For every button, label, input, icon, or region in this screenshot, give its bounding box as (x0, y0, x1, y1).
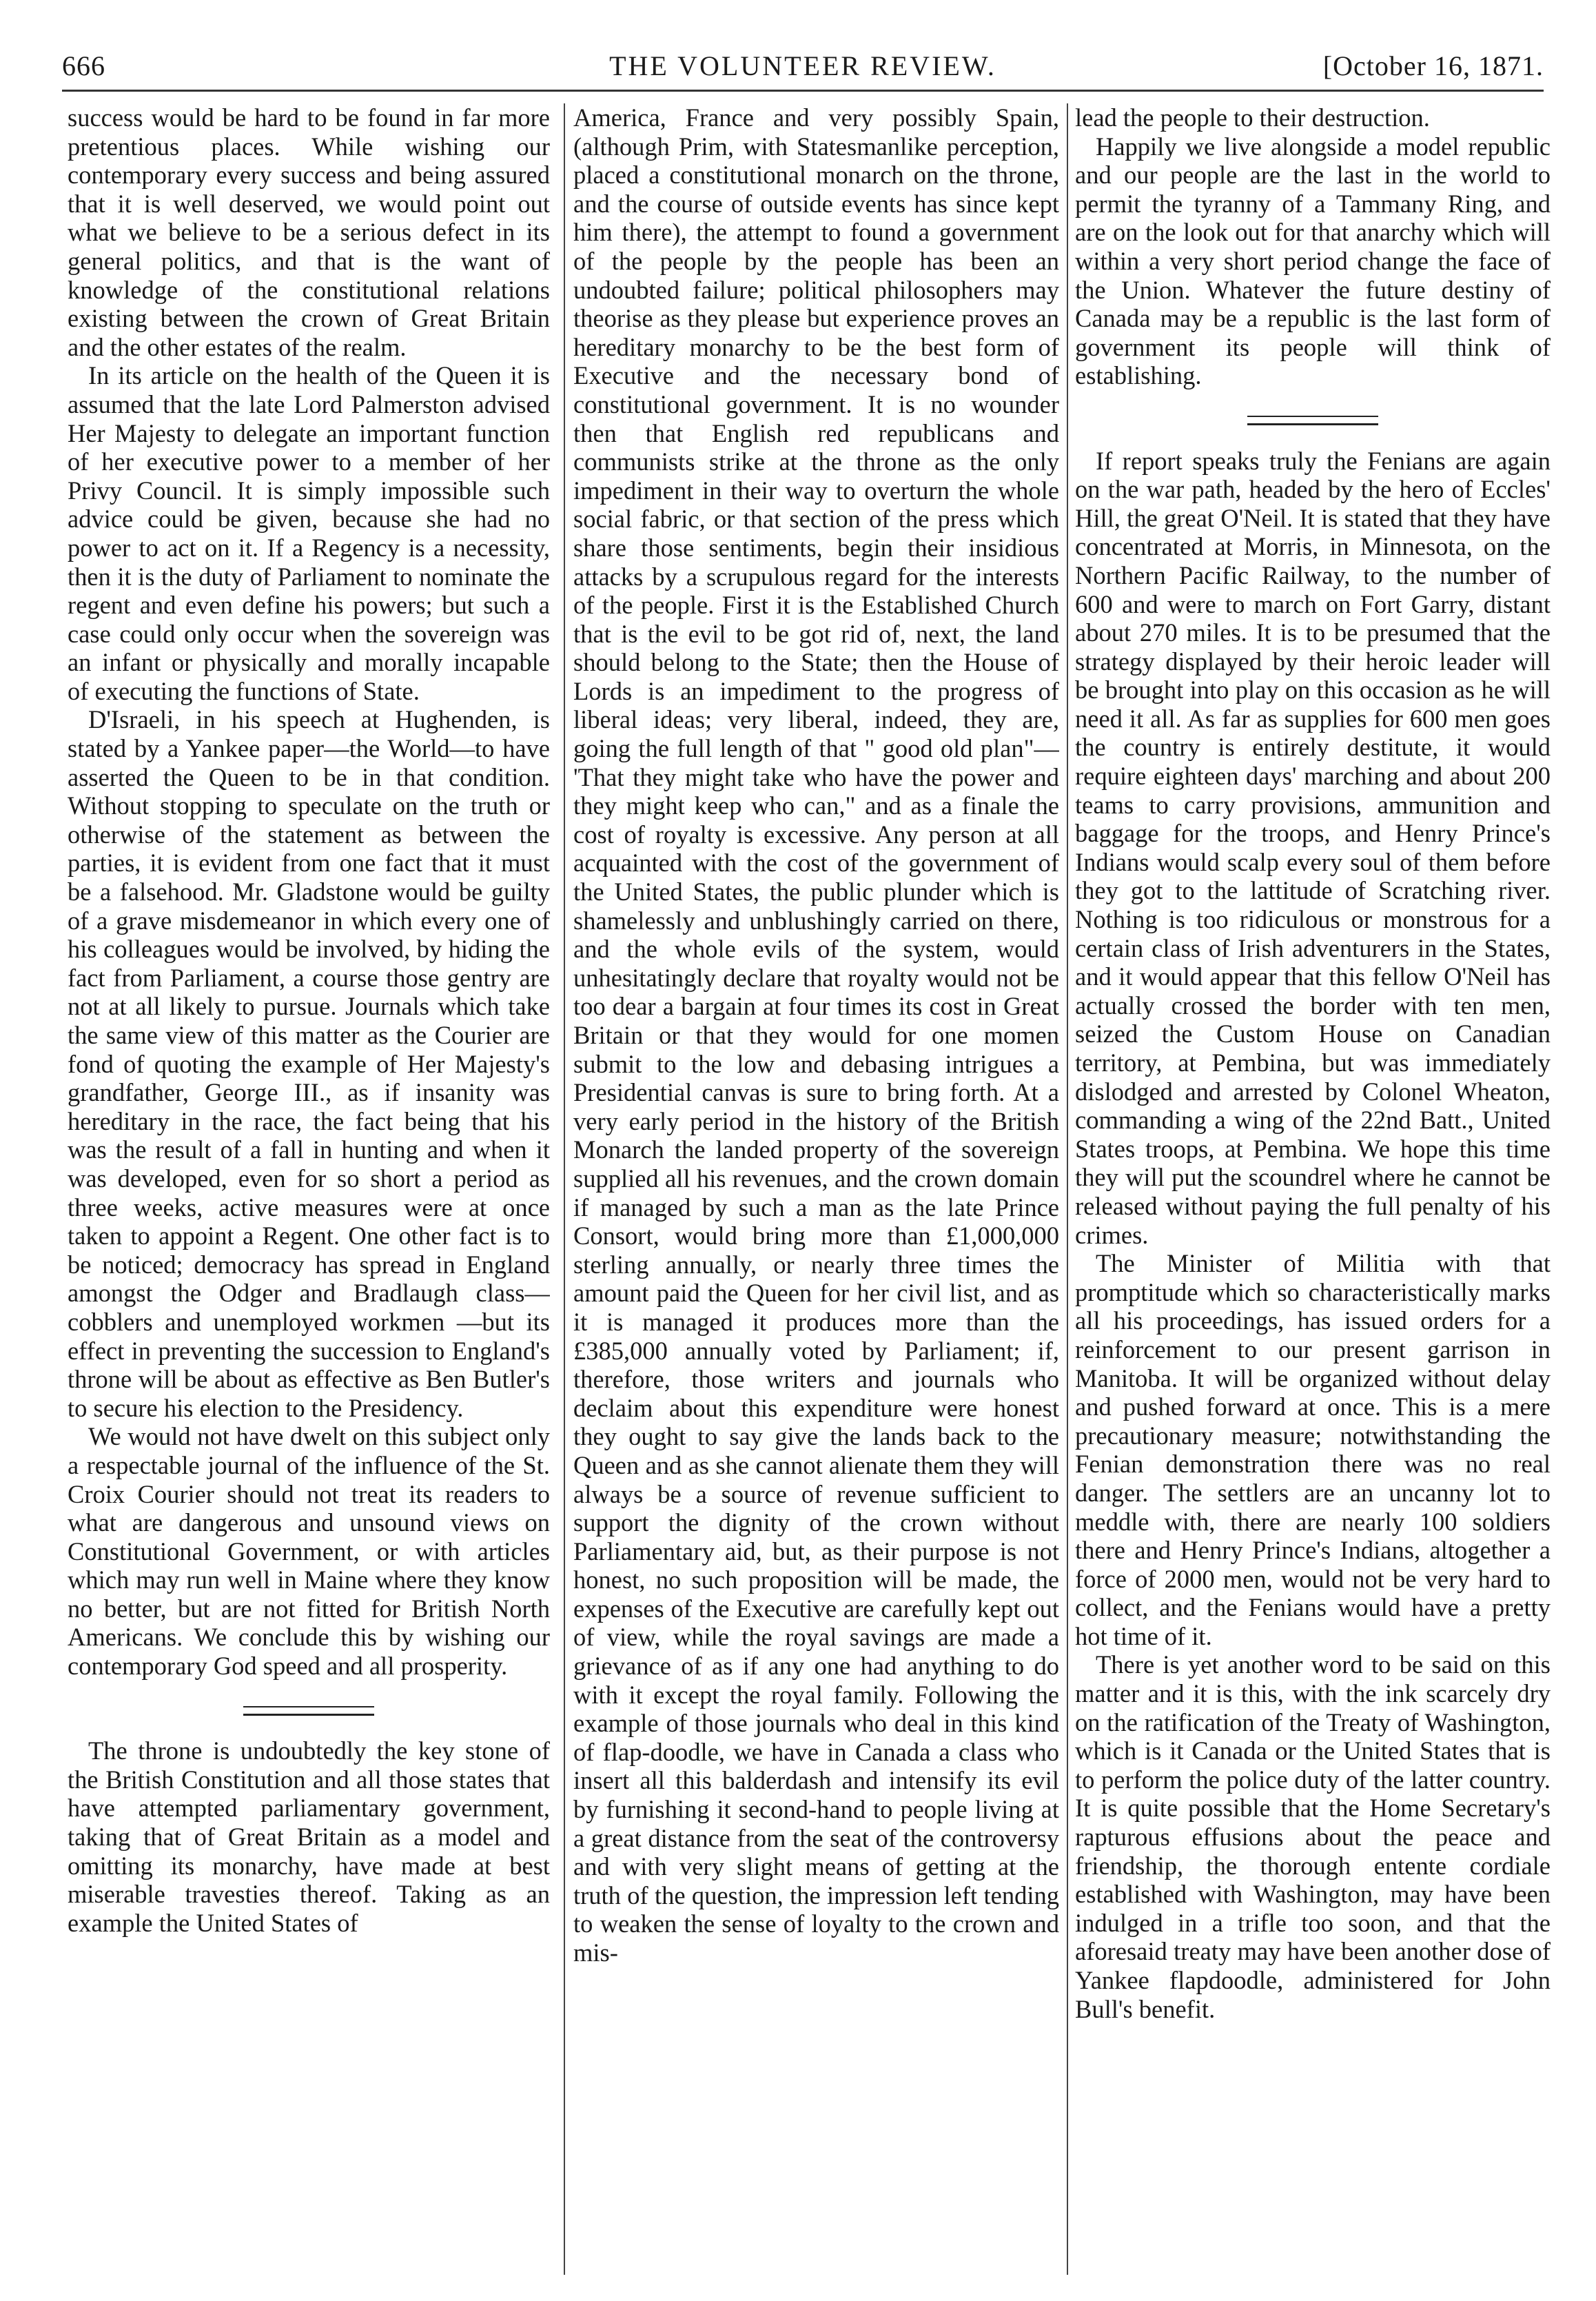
paragraph: D'Israeli, in his speech at Hughenden, is stated by a Yankee paper—the World—to have asserted the Queen to be in that condition. Without stopping to speculate on the truth or otherwise of the statement as between the parties, it is evident from one fact that it must be a falsehood. Mr. Gladstone would be guilty of a grave misdemeanor in which every one of his colleagues would be involved, by hiding the fact from Parliament, a course those gentry are not at all likely to pursue. Journals which take the same view of this matter as the Courier are fond of quoting the example of Her Majesty's grandfather, George III., as if insanity was hereditary in the race, the fact being that his was the result of a fall in hunting and when it was developed, even for so short a period as three weeks, active measures were at once taken to appoint a Regent. One other fact is to be noticed; democracy has spread in England amongst the Odger and Bradlaugh class—cobblers and unemployed workmen —but its effect in preventing the succession to England's throne will be about as effective as Ben Butler's to secure his election to the Presidency. (68, 705, 550, 1422)
paragraph: America, France and very possibly Spain, (although Prim, with Statesmanlike perception, placed a constitutional monarch on the throne, and the course of outside events has since kept him there), the attempt to found a government of the people by the people has been an undoubted failure; political philosophers may theorise as they please but experience proves an hereditary monarchy to be the best form of Executive and the necessary bond of constitutional government. It is no wounder then that English red republicans and communists strike at the throne as the only impediment in their way to overturn the whole social fabric, or that section of the press which share those sentiments, begin their insidious attacks by a scrupulous regard for the interests of the people. First it is the Established Church that is the evil to be got rid of, next, the land should belong to the State; then the House of Lords is an impediment to the progress of liberal ideas; very liberal, indeed, they are, going the full length of that " good old plan"— 'That they might take who have the power and they might keep who can," and as a finale the cost of royalty is excessive. Any person at all acquainted with the cost of the government of the United States, the public plunder which is shamelessly and unblushingly carried on there, and the whole evils of the system, would unhesitatingly declare that royalty would not be too dear a bargain at four times its cost in Great Britain or that they would for one momen submit to the low and debasing intrigues a Presidential canvas is sure to bring forth. At a very early period in the history of the British Monarch the landed property of the sovereign supplied all his revenues, and the crown domain if managed by such a man as the late Prince Consort, would bring more than £1,000,000 sterling annually, or nearly three times the amount paid the Queen for her civil list, and as it is managed it produces more than the £385,000 annually voted by Parliament; if, therefore, those writers and journals who declaim about this expenditure were honest they ought to say give the lands back to the Queen and as she cannot alienate them they will always be a source of revenue sufficient to support the dignity of the crown without Parliamentary aid, but, as their purpose is not honest, no such proposition will be made, the expenses of the Executive are carefully kept out of view, while the royal savings are made a grievance of as if any one had anything to do with it except the royal family. Following the example of those journals who deal in this kind of flap-doodle, we have in Canada a class who insert all this balderdash and intensify its evil by furnishing it second-hand to people living at a great distance from the seat of the controversy and with very slight means of getting at the truth of the question, the impression left tending to weaken the sense of loyalty to the crown and mis- (573, 103, 1059, 1967)
article-separator (1075, 403, 1551, 432)
paragraph: success would be hard to be found in far more pretentious places. While wishing our contemporary every success and being assured that it is well deserved, we would point out what we believe to be a serious defect in its general politics, and that is the want of knowledge of the constitutional relations existing between the crown of Great Britain and the other estates of the realm. (68, 103, 550, 361)
column-divider (564, 103, 565, 2275)
article-separator (68, 1693, 550, 1722)
column-divider (1067, 103, 1068, 2275)
column-1 (68, 103, 550, 2268)
paragraph: The throne is undoubtedly the key stone of the British Constitution and all those states that have attempted parliamentary government, taking that of Great Britain as a model and omitting its monarchy, have made at best miserable travesties thereof. Taking as an example the United States of (68, 1736, 550, 1937)
header-rule (62, 90, 1544, 92)
paragraph: Happily we live alongside a model republic and our people are the last in the world to permit the tyranny of a Tammany Ring, and are on the look out for that anarchy which will within a very short period change the face of the Union. Whatever the future destiny of Canada may be a republic is the last form of government its people will think of establishing. (1075, 132, 1551, 390)
paragraph: The Minister of Militia with that promptitude which so characteristically marks all his proceedings, has issued orders for a reinforcement to our present garrison in Manitoba. It will be organized without delay and pushed forward at once. This is a mere precautionary measure; notwithstanding the Fenian demonstration there was no real danger. The settlers are an uncanny lot to meddle with, there are nearly 100 soldiers there and Henry Prince's Indians, altogether a force of 2000 men, would not be very hard to collect, and the Fenians would have a pretty hot time of it. (1075, 1249, 1551, 1650)
issue-date: [October 16, 1871. (1322, 50, 1544, 81)
page-header (62, 44, 1544, 85)
paragraph: If report speaks truly the Fenians are again on the war path, headed by the hero of Eccles' Hill, the great O'Neil. It is stated that they have concentrated at Morris, in Minnesota, on the Northern Pacific Railway, to the number of 600 and were to march on Fort Garry, distant about 270 miles. It is to be presumed that the strategy displayed by their heroic leader will be brought into play on this occasion as he will need it all. As far as supplies for 600 men goes the country is entirely destitute, it would require eighteen days' marching and about 200 teams to carry provisions, ammunition and baggage for the troops, and Henry Prince's Indians would scalp every soul of them before they got to the lattitude of Scratching river. Nothing is too ridiculous or monstrous for a certain class of Irish adventurers in the States, and it would appear that this fellow O'Neil has actually crossed the border with ten men, seized the Custom House on Canadian territory, at Pembina, but was immediately dislodged and arrested by Colonel Wheaton, commanding a wing of the 22nd Batt., United States troops, at Pembina. We hope this time they will put the scoundrel where he cannot be released without paying the full penalty of his crimes. (1075, 446, 1551, 1249)
column-2 (573, 103, 1059, 2268)
publication-title: THE VOLUNTEER REVIEW. (609, 50, 996, 81)
paragraph: In its article on the health of the Queen it is assumed that the late Lord Palmerston advised Her Majesty to delegate an important function of her executive power to a member of her Privy Council. It is simply impossible such advice could be given, because she had no power to act on it. If a Regency is a necessity, then it is the duty of Parliament to nominate the regent and even define his powers; but such a case could only occur when the sovereign was an infant or physically and morally incapable of executing the functions of State. (68, 361, 550, 705)
paragraph: There is yet another word to be said on this matter and it is this, with the ink scarcely dry on the ratification of the Treaty of Washington, which is it Canada or the United States that is to perform the police duty of the latter country. It is quite possible that the Home Secretary's rapturous effusions about the peace and friendship, the thorough entente cordiale established with Washington, may have been indulged in a trifle too soon, and that the aforesaid treaty may have been another dose of Yankee flapdoodle, administered for John Bull's benefit. (1075, 1650, 1551, 2023)
paragraph: We would not have dwelt on this subject only a respectable journal of the influence of the St. Croix Courier should not treat its readers to what are dangerous and unsound views on Constitutional Government, or with articles which may run well in Maine where they know no better, but are not fitted for British North Americans. We conclude this by wishing our contemporary God speed and all prosperity. (68, 1422, 550, 1681)
page-number: 666 (62, 50, 105, 81)
paragraph: lead the people to their destruction. (1075, 103, 1430, 132)
column-3 (1075, 103, 1551, 2268)
